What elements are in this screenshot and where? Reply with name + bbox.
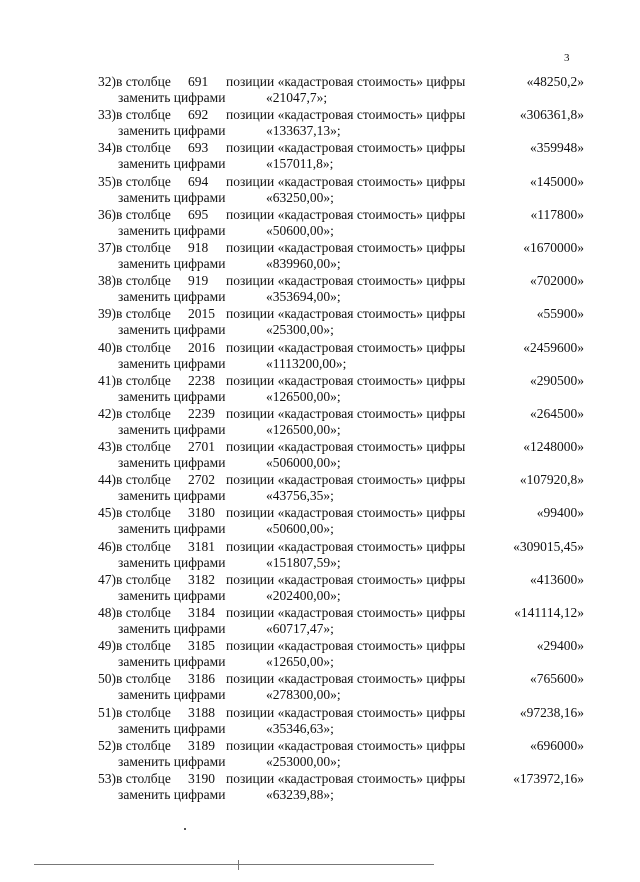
item-line-2 (118, 356, 346, 372)
old-value: «264500» (530, 405, 584, 421)
item-number: 42) (98, 405, 116, 421)
old-value: «97238,16» (519, 704, 584, 720)
column-number: 694 (188, 173, 209, 189)
new-value: «43756,35»; (266, 488, 334, 504)
item-line-1 (92, 406, 465, 422)
in-column-text: в столбце (116, 505, 171, 521)
item-number: 50) (98, 671, 116, 687)
column-number: 3184 (188, 605, 215, 620)
in-column-text: в столбце (116, 638, 171, 654)
item-line-1 (92, 705, 465, 721)
position-text: позиции «кадастровая стоимость» цифры (226, 140, 466, 156)
in-column-text: в столбце (116, 405, 171, 421)
item-line-1 (92, 140, 465, 156)
list-item (0, 705, 640, 738)
position-text: позиции «кадастровая стоимость» цифры (226, 74, 466, 89)
item-number: 53) (98, 770, 116, 786)
item-line-1 (92, 207, 465, 223)
item-line-2 (118, 555, 341, 571)
column-number: 2015 (188, 306, 215, 322)
position-text: позиции «кадастровая стоимость» цифры (226, 505, 466, 521)
item-number: 38) (98, 273, 116, 289)
old-value: «765600» (530, 671, 584, 687)
old-value: «117800» (530, 206, 584, 222)
item-line-2 (118, 754, 341, 770)
item-line-2 (118, 621, 334, 637)
list-item (0, 572, 640, 605)
replace-text: заменить цифрами (118, 753, 226, 769)
item-number: 37) (98, 239, 116, 255)
position-text: позиции «кадастровая стоимость» цифры (226, 671, 466, 687)
item-line-1 (92, 605, 465, 621)
list-item (0, 273, 640, 306)
bottom-rule-tick (238, 860, 239, 870)
position-text: позиции «кадастровая стоимость» цифры (226, 538, 466, 554)
new-value: «25300,00»; (266, 322, 334, 338)
old-value: «696000» (530, 737, 584, 753)
item-number: 35) (98, 173, 116, 189)
column-number: 695 (188, 206, 209, 222)
item-line-1 (92, 771, 465, 787)
replace-text: заменить цифрами (118, 222, 226, 238)
replace-text: заменить цифрами (118, 488, 226, 504)
replace-text: заменить цифрами (118, 521, 226, 537)
item-number: 49) (98, 638, 116, 654)
position-text: позиции «кадастровая стоимость» цифры (226, 372, 466, 388)
item-line-2 (118, 721, 334, 737)
new-value: «12650,00»; (266, 654, 334, 670)
new-value: «253000,00»; (266, 753, 341, 769)
column-number: 3180 (188, 505, 215, 521)
replace-text: заменить цифрами (118, 786, 226, 802)
old-value: «48250,2» (526, 74, 584, 89)
list-item (0, 472, 640, 505)
item-line-2 (118, 322, 334, 338)
position-text: позиции «кадастровая стоимость» цифры (226, 405, 466, 421)
list-item (0, 738, 640, 771)
new-value: «1113200,00»; (266, 355, 347, 371)
item-line-2 (118, 223, 334, 239)
item-number: 51) (98, 704, 116, 720)
replace-text: заменить цифрами (118, 189, 226, 205)
item-number: 39) (98, 306, 116, 322)
list-item (0, 240, 640, 273)
list-item (0, 74, 640, 107)
item-line-1 (92, 439, 465, 455)
old-value: «306361,8» (519, 107, 584, 123)
column-number: 3182 (188, 571, 215, 587)
column-number: 2016 (188, 339, 215, 355)
position-text: позиции «кадастровая стоимость» цифры (226, 206, 466, 222)
old-value: «99400» (536, 505, 584, 521)
item-line-1 (92, 505, 465, 521)
old-value: «309015,45» (513, 538, 584, 554)
list-item (0, 140, 640, 173)
list-item (0, 771, 640, 804)
item-line-1 (92, 572, 465, 588)
in-column-text: в столбце (116, 74, 171, 89)
item-line-2 (118, 455, 341, 471)
in-column-text: в столбце (116, 306, 171, 322)
list-item (0, 107, 640, 140)
in-column-text: в столбце (116, 472, 171, 488)
column-number: 918 (188, 239, 209, 255)
in-column-text: в столбце (116, 770, 171, 786)
in-column-text: в столбце (116, 273, 171, 289)
position-text: позиции «кадастровая стоимость» цифры (226, 737, 466, 753)
in-column-text: в столбце (116, 538, 171, 554)
position-text: позиции «кадастровая стоимость» цифры (226, 273, 466, 289)
new-value: «133637,13»; (266, 123, 341, 139)
item-line-2 (118, 588, 341, 604)
new-value: «21047,7»; (266, 90, 328, 105)
item-number: 47) (98, 571, 116, 587)
new-value: «506000,00»; (266, 455, 341, 471)
item-line-2 (118, 787, 334, 803)
column-number: 2238 (188, 372, 215, 388)
old-value: «2459600» (523, 339, 584, 355)
replace-text: заменить цифрами (118, 355, 226, 371)
item-number: 46) (98, 538, 116, 554)
item-line-1 (92, 472, 465, 488)
column-number: 692 (188, 107, 209, 123)
old-value: «1670000» (523, 239, 584, 255)
old-value: «173972,16» (513, 770, 584, 786)
column-number: 2702 (188, 472, 215, 488)
old-value: «1248000» (523, 439, 584, 455)
replace-text: заменить цифрами (118, 654, 226, 670)
column-number: 3190 (188, 770, 215, 786)
bottom-rule (34, 864, 434, 865)
replace-text: заменить цифрами (118, 289, 226, 305)
old-value: «29400» (536, 638, 584, 654)
replace-text: заменить цифрами (118, 421, 226, 437)
position-text: позиции «кадастровая стоимость» цифры (226, 571, 466, 587)
old-value: «55900» (536, 306, 584, 322)
item-line-1 (92, 539, 465, 555)
new-value: «151807,59»; (266, 554, 341, 570)
amendment-list (0, 74, 640, 804)
item-line-1 (92, 340, 465, 356)
in-column-text: в столбце (116, 671, 171, 687)
replace-text: заменить цифрами (118, 90, 226, 105)
column-number: 919 (188, 273, 209, 289)
new-value: «157011,8»; (266, 156, 334, 172)
position-text: позиции «кадастровая стоимость» цифры (226, 472, 466, 488)
item-number: 43) (98, 439, 116, 455)
item-line-1 (92, 638, 465, 654)
item-line-1 (92, 74, 465, 90)
replace-text: заменить цифрами (118, 554, 226, 570)
in-column-text: в столбце (116, 206, 171, 222)
item-line-1 (92, 738, 465, 754)
new-value: «63239,88»; (266, 786, 334, 802)
new-value: «126500,00»; (266, 388, 341, 404)
position-text: позиции «кадастровая стоимость» цифры (226, 339, 466, 355)
item-line-2 (118, 90, 327, 106)
old-value: «107920,8» (519, 472, 584, 488)
column-number: 3186 (188, 671, 215, 687)
in-column-text: в столбце (116, 140, 171, 156)
in-column-text: в столбце (116, 737, 171, 753)
new-value: «35346,63»; (266, 720, 334, 736)
item-line-2 (118, 654, 334, 670)
replace-text: заменить цифрами (118, 455, 226, 471)
column-number: 3188 (188, 704, 215, 720)
item-line-2 (118, 687, 341, 703)
old-value: «141114,12» (514, 605, 584, 620)
replace-text: заменить цифрами (118, 156, 226, 172)
item-number: 36) (98, 206, 116, 222)
in-column-text: в столбце (116, 704, 171, 720)
list-item (0, 207, 640, 240)
old-value: «290500» (530, 372, 584, 388)
new-value: «353694,00»; (266, 289, 341, 305)
item-line-2 (118, 488, 334, 504)
new-value: «63250,00»; (266, 189, 334, 205)
list-item (0, 638, 640, 671)
list-item (0, 306, 640, 339)
replace-text: заменить цифрами (118, 123, 226, 139)
in-column-text: в столбце (116, 372, 171, 388)
position-text: позиции «кадастровая стоимость» цифры (226, 306, 466, 322)
list-item (0, 505, 640, 538)
page-number: 3 (564, 52, 570, 64)
in-column-text: в столбце (116, 439, 171, 455)
position-text: позиции «кадастровая стоимость» цифры (226, 638, 466, 654)
item-line-2 (118, 190, 334, 206)
item-line-1 (92, 671, 465, 687)
item-number: 34) (98, 140, 116, 156)
old-value: «359948» (530, 140, 584, 156)
replace-text: заменить цифрами (118, 322, 226, 338)
new-value: «278300,00»; (266, 687, 341, 703)
item-number: 32) (98, 74, 116, 89)
item-number: 48) (98, 605, 116, 620)
item-line-1 (92, 240, 465, 256)
in-column-text: в столбце (116, 173, 171, 189)
item-number: 33) (98, 107, 116, 123)
in-column-text: в столбце (116, 605, 171, 620)
new-value: «839960,00»; (266, 255, 341, 271)
old-value: «145000» (530, 173, 584, 189)
in-column-text: в столбце (116, 239, 171, 255)
column-number: 2239 (188, 405, 215, 421)
list-item (0, 340, 640, 373)
position-text: позиции «кадастровая стоимость» цифры (226, 605, 466, 620)
item-number: 40) (98, 339, 116, 355)
item-line-2 (118, 389, 341, 405)
item-line-1 (92, 174, 465, 190)
column-number: 3181 (188, 538, 215, 554)
item-line-1 (92, 107, 465, 123)
item-number: 45) (98, 505, 116, 521)
item-line-2 (118, 123, 341, 139)
in-column-text: в столбце (116, 107, 171, 123)
item-number: 44) (98, 472, 116, 488)
item-number: 41) (98, 372, 116, 388)
old-value: «413600» (530, 571, 584, 587)
column-number: 2701 (188, 439, 215, 455)
position-text: позиции «кадастровая стоимость» цифры (226, 704, 466, 720)
scan-speck (184, 828, 186, 830)
new-value: «202400,00»; (266, 587, 341, 603)
position-text: позиции «кадастровая стоимость» цифры (226, 107, 466, 123)
column-number: 3189 (188, 737, 215, 753)
list-item (0, 174, 640, 207)
list-item (0, 605, 640, 638)
item-line-2 (118, 156, 333, 172)
item-line-1 (92, 373, 465, 389)
column-number: 693 (188, 140, 209, 156)
in-column-text: в столбце (116, 339, 171, 355)
item-line-2 (118, 289, 341, 305)
new-value: «126500,00»; (266, 421, 341, 437)
item-line-1 (92, 306, 465, 322)
replace-text: заменить цифрами (118, 587, 226, 603)
list-item (0, 406, 640, 439)
item-line-2 (118, 256, 341, 272)
list-item (0, 439, 640, 472)
item-line-2 (118, 521, 334, 537)
replace-text: заменить цифрами (118, 388, 226, 404)
old-value: «702000» (530, 273, 584, 289)
new-value: «50600,00»; (266, 222, 334, 238)
replace-text: заменить цифрами (118, 687, 226, 703)
item-number: 52) (98, 737, 116, 753)
position-text: позиции «кадастровая стоимость» цифры (226, 770, 466, 786)
position-text: позиции «кадастровая стоимость» цифры (226, 239, 466, 255)
list-item (0, 373, 640, 406)
column-number: 691 (188, 74, 209, 89)
new-value: «50600,00»; (266, 521, 334, 537)
list-item (0, 671, 640, 704)
list-item (0, 539, 640, 572)
new-value: «60717,47»; (266, 621, 334, 636)
item-line-2 (118, 422, 341, 438)
column-number: 3185 (188, 638, 215, 654)
item-line-1 (92, 273, 465, 289)
position-text: позиции «кадастровая стоимость» цифры (226, 439, 466, 455)
position-text: позиции «кадастровая стоимость» цифры (226, 173, 466, 189)
replace-text: заменить цифрами (118, 255, 226, 271)
replace-text: заменить цифрами (118, 621, 226, 636)
replace-text: заменить цифрами (118, 720, 226, 736)
in-column-text: в столбце (116, 571, 171, 587)
